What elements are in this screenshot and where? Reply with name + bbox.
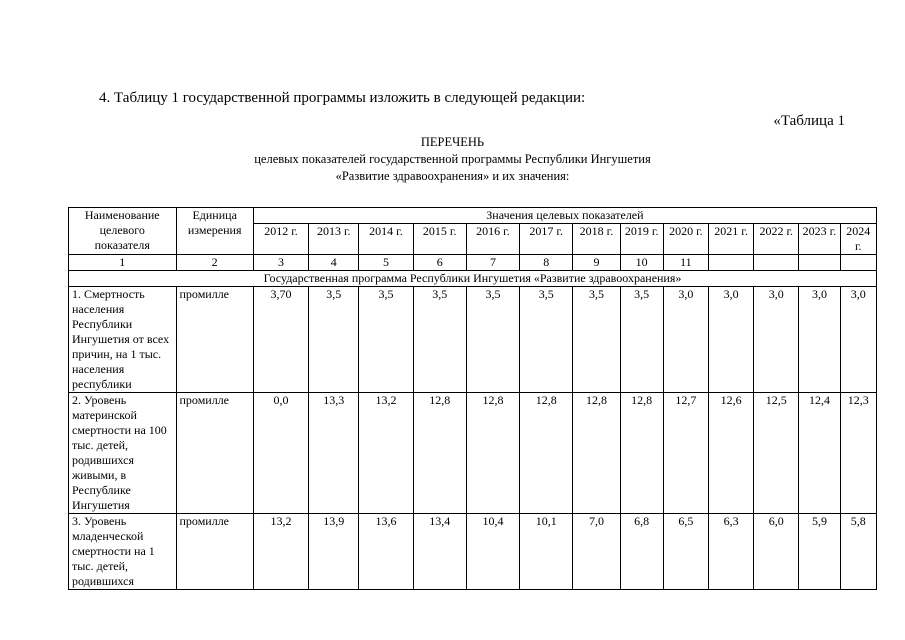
indicator-value: 3,5 [413, 287, 466, 393]
indicator-value: 6,3 [708, 514, 753, 590]
column-number: 4 [309, 255, 359, 271]
year-header: 2013 г. [309, 224, 359, 255]
column-number [840, 255, 876, 271]
indicator-value: 0,0 [253, 393, 308, 514]
indicator-value: 3,5 [573, 287, 620, 393]
column-number: 5 [359, 255, 413, 271]
section-row [69, 271, 877, 287]
indicator-value: 5,9 [799, 514, 840, 590]
column-numbers-row [69, 255, 877, 271]
indicator-value: 13,3 [309, 393, 359, 514]
header-name: Наименование целевого показателя [69, 208, 177, 255]
indicator-value: 3,0 [754, 287, 799, 393]
column-number: 10 [620, 255, 663, 271]
column-number: 9 [573, 255, 620, 271]
column-number [799, 255, 840, 271]
year-header: 2023 г. [799, 224, 840, 255]
indicator-unit: промилле [176, 514, 253, 590]
column-number [708, 255, 753, 271]
indicator-value: 12,3 [840, 393, 876, 514]
indicator-value: 13,9 [309, 514, 359, 590]
column-number: 3 [253, 255, 308, 271]
header-unit: Единица измерения [176, 208, 253, 255]
indicator-value: 12,4 [799, 393, 840, 514]
indicator-unit: промилле [176, 393, 253, 514]
caption-line-3: «Развитие здравоохранения» и их значения: [335, 169, 570, 183]
indicator-value: 6,8 [620, 514, 663, 590]
column-number: 1 [69, 255, 177, 271]
indicator-value: 12,8 [520, 393, 573, 514]
indicator-value: 12,7 [663, 393, 708, 514]
indicator-value: 3,5 [620, 287, 663, 393]
indicator-value: 13,4 [413, 514, 466, 590]
table-row [69, 514, 877, 590]
indicator-value: 10,4 [466, 514, 519, 590]
column-number: 7 [466, 255, 519, 271]
table-row [69, 393, 877, 514]
year-header: 2024 г. [840, 224, 876, 255]
year-header: 2019 г. [620, 224, 663, 255]
indicator-value: 13,2 [359, 393, 413, 514]
indicator-value: 3,0 [708, 287, 753, 393]
header-values: Значения целевых показателей [253, 208, 876, 224]
column-number: 11 [663, 255, 708, 271]
caption-line-2: целевых показателей государственной программы Республики Ингушетия [254, 152, 651, 166]
indicator-value: 12,8 [620, 393, 663, 514]
table-body [69, 208, 877, 590]
indicator-value: 12,8 [573, 393, 620, 514]
indicator-value: 5,8 [840, 514, 876, 590]
year-header: 2012 г. [253, 224, 308, 255]
indicator-unit: промилле [176, 287, 253, 393]
indicator-value: 3,0 [840, 287, 876, 393]
targets-table [68, 207, 877, 590]
indicator-value: 6,0 [754, 514, 799, 590]
year-header: 2014 г. [359, 224, 413, 255]
year-header: 2021 г. [708, 224, 753, 255]
indicator-value: 12,8 [413, 393, 466, 514]
indicator-name: 2. Уровень материнской смертности на 100 тыс. детей, родившихся живыми, в Республике Ингушетия [69, 393, 177, 514]
indicator-value: 13,6 [359, 514, 413, 590]
column-number: 6 [413, 255, 466, 271]
indicator-value: 3,5 [359, 287, 413, 393]
caption-title: ПЕРЕЧЕНЬ [420, 135, 485, 149]
indicator-value: 13,2 [253, 514, 308, 590]
intro-text: 4. Таблицу 1 государственной программы изложить в следующей редакции: [99, 90, 586, 106]
year-header: 2018 г. [573, 224, 620, 255]
year-header: 2020 г. [663, 224, 708, 255]
indicator-value: 10,1 [520, 514, 573, 590]
indicator-value: 3,5 [520, 287, 573, 393]
indicator-value: 3,70 [253, 287, 308, 393]
indicator-value: 3,5 [309, 287, 359, 393]
indicator-value: 3,5 [466, 287, 519, 393]
indicator-value: 12,5 [754, 393, 799, 514]
year-header: 2022 г. [754, 224, 799, 255]
indicator-value: 6,5 [663, 514, 708, 590]
table-tag: «Таблица 1 [773, 113, 845, 129]
indicator-name: 1. Смертность населения Республики Ингушетия от всех причин, на 1 тыс. населения республики [69, 287, 177, 393]
indicator-value: 3,0 [799, 287, 840, 393]
header-row [69, 208, 877, 224]
indicator-value: 7,0 [573, 514, 620, 590]
column-number: 8 [520, 255, 573, 271]
year-header: 2015 г. [413, 224, 466, 255]
table-row [69, 287, 877, 393]
year-header: 2016 г. [466, 224, 519, 255]
indicator-name: 3. Уровень младенческой смертности на 1 тыс. детей, родившихся [69, 514, 177, 590]
column-number: 2 [176, 255, 253, 271]
column-number [754, 255, 799, 271]
indicator-value: 3,0 [663, 287, 708, 393]
indicator-value: 12,6 [708, 393, 753, 514]
section-title: Государственная программа Республики Ингушетия «Развитие здравоохранения» [69, 271, 877, 287]
indicator-value: 12,8 [466, 393, 519, 514]
year-header: 2017 г. [520, 224, 573, 255]
